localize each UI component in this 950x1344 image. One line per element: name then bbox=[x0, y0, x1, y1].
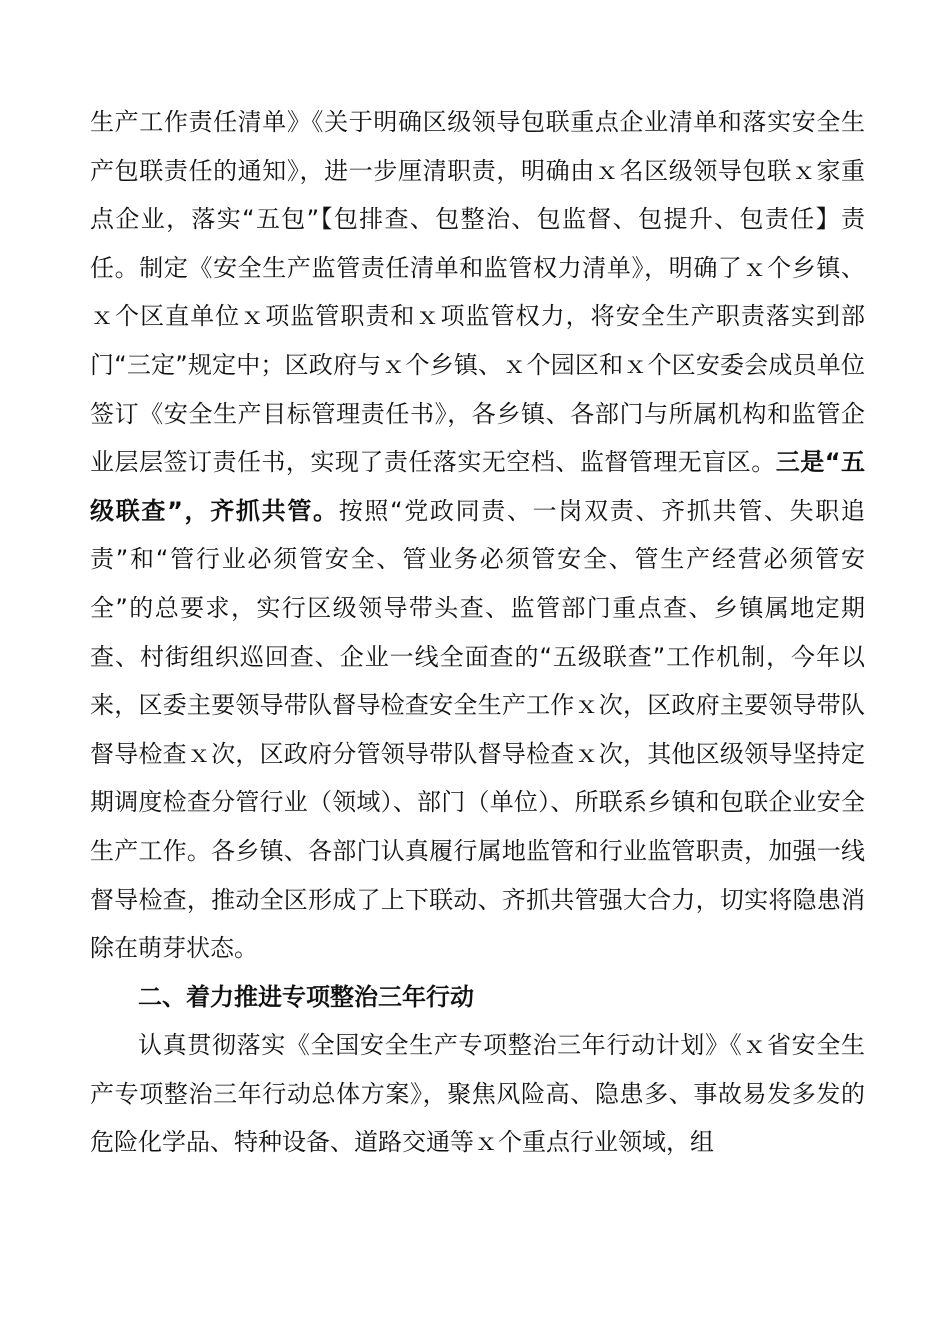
paragraph-text: 生产工作责任清单》《关于明确区级领导包联重点企业清单和落实安全生产包联责任的通知》，进一步厘清职责，明确由ｘ名区级领导包联ｘ家重点企业，落实“五包”【包排查、包整治、包监督、包提升、包责任】责任。制定《安全生产监管责任清单和监管权力清单》，明确了ｘ个乡镇、ｘ个区直单位ｘ项监管职责和ｘ项监管权力，将安全生产职责落实到部门“三定”规定中；区政府与ｘ个乡镇、ｘ个园区和ｘ个区安委会成员单位签订《安全生产目标管理责任书》，各乡镇、各部门与所属机构和监管企业层层签订责任书，实现了责任落实无空档、监督管理无盲区。 bbox=[90, 108, 865, 477]
body-paragraph: 认真贯彻落实《全国安全生产专项整治三年行动计划》《ｘ省安全生产专项整治三年行动总体方案》，聚焦风险高、隐患多、事故易发多发的危险化学品、特种设备、道路交通等ｘ个重点行业领域，组 bbox=[90, 1031, 865, 1157]
body-paragraph bbox=[90, 98, 865, 973]
paragraph-text: 按照“党政同责、一岗双责、齐抓共管、失职追责”和“管行业必须管安全、管业务必须管安全、管生产经营必须管安全”的总要求，实行区级领导带头查、监管部门重点查、乡镇属地定期查、村街组织巡回查、企业一线全面查的“五级联查”工作机制，今年以来，区委主要领导带队督导检查安全生产工作ｘ次，区政府主要领导带队督导检查ｘ次，区政府分管领导带队督导检查ｘ次，其他区级领导坚持定期调度检查分管行业（领域）、部门（单位）、所联系乡镇和包联企业安全生产工作。各乡镇、各部门认真履行属地监管和行业监管职责，加强一线督导检查，推动全区形成了上下联动、齐抓共管强大合力，切实将隐患消除在萌芽状态。 bbox=[90, 496, 865, 963]
section-heading: 二、着力推进专项整治三年行动 bbox=[138, 982, 474, 1011]
bold-subheading: 三是“五级联查”，齐抓共管。 bbox=[90, 448, 865, 525]
document-page bbox=[90, 98, 865, 1167]
